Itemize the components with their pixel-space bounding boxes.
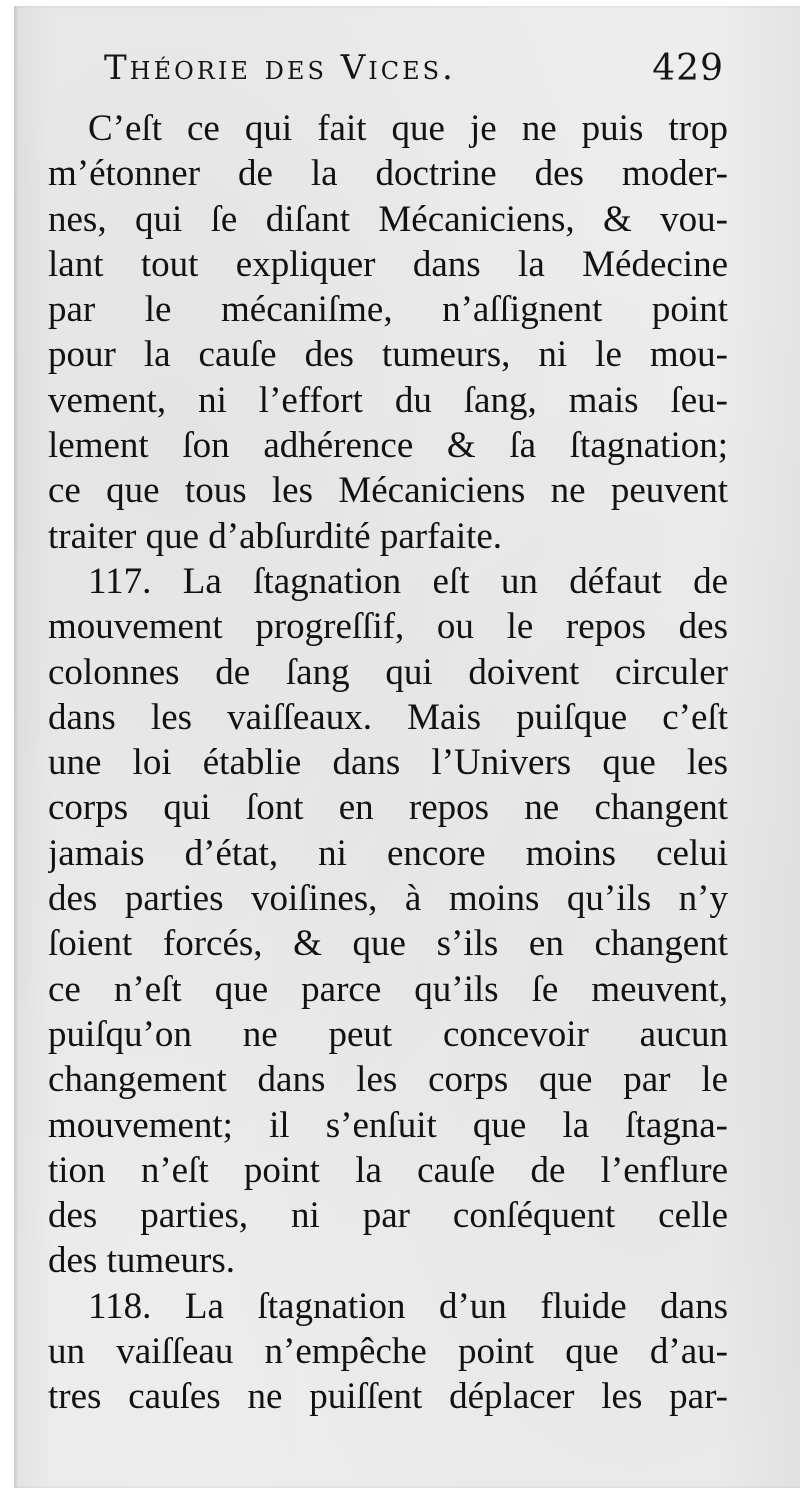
text-line: ce que tous les Mécaniciens ne peuvent [48,470,728,512]
text-line: tion n’eſt point la cauſe de l’enflure [48,1149,728,1191]
page-number: 429 [652,48,724,89]
page-header [104,48,724,100]
text-line: changement dans les corps que par le [48,1059,728,1101]
text-line: pour la cauſe des tumeurs, ni le mou- [48,334,728,376]
text-line: un vaiſſeau n’empêche point que d’au- [48,1331,728,1373]
text-line: ſoient forcés, & que s’ils en changent [48,923,728,965]
text-line: dans les vaiſſeaux. Mais puiſque c’eſt [48,696,728,738]
page-margin [0,0,14,1491]
text-line: nes, qui ſe diſant Mécaniciens, & vou- [48,198,728,240]
text-line: 117. La ſtagnation eſt un défaut de [88,560,728,602]
text-line: des tumeurs. [48,1240,236,1282]
text-line: jamais d’état, ni encore moins celui [48,832,728,874]
text-line: mouvement; il s’enſuit que la ſtagna- [48,1104,728,1146]
book-page [14,6,800,1488]
text-line: corps qui ſont en repos ne changent [48,787,728,829]
body-text [48,106,728,1420]
text-line: lant tout expliquer dans la Médecine [48,243,728,285]
text-line: mouvement progreſſif, ou le repos des [48,606,728,648]
text-line: traiter que d’abſurdité parfaite. [48,515,503,557]
text-line: puiſqu’on ne peut concevoir aucun [48,1013,728,1055]
text-line: tres cauſes ne puiſſent déplacer les par- [48,1376,728,1418]
text-line: des parties voiſines, à moins qu’ils n’y [48,878,728,920]
text-line: par le mécaniſme, n’aſſignent point [48,289,728,331]
text-line: lement ſon adhérence & ſa ſtagnation; [48,425,728,467]
text-line: colonnes de ſang qui doivent circuler [48,651,728,693]
text-line: m’étonner de la doctrine des moder- [48,153,728,195]
text-line: 118. La ſtagnation d’un fluide dans [88,1285,728,1327]
text-line: des parties, ni par conſéquent celle [48,1195,728,1237]
running-title: Théorie des Vices. [104,48,456,88]
text-line: C’eſt ce qui fait que je ne puis trop [88,108,728,149]
text-line: ce n’eſt que parce qu’ils ſe meuvent, [48,968,728,1010]
text-line: vement, ni l’effort du ſang, mais ſeu- [48,379,728,421]
text-line: une loi établie dans l’Univers que les [48,742,728,784]
